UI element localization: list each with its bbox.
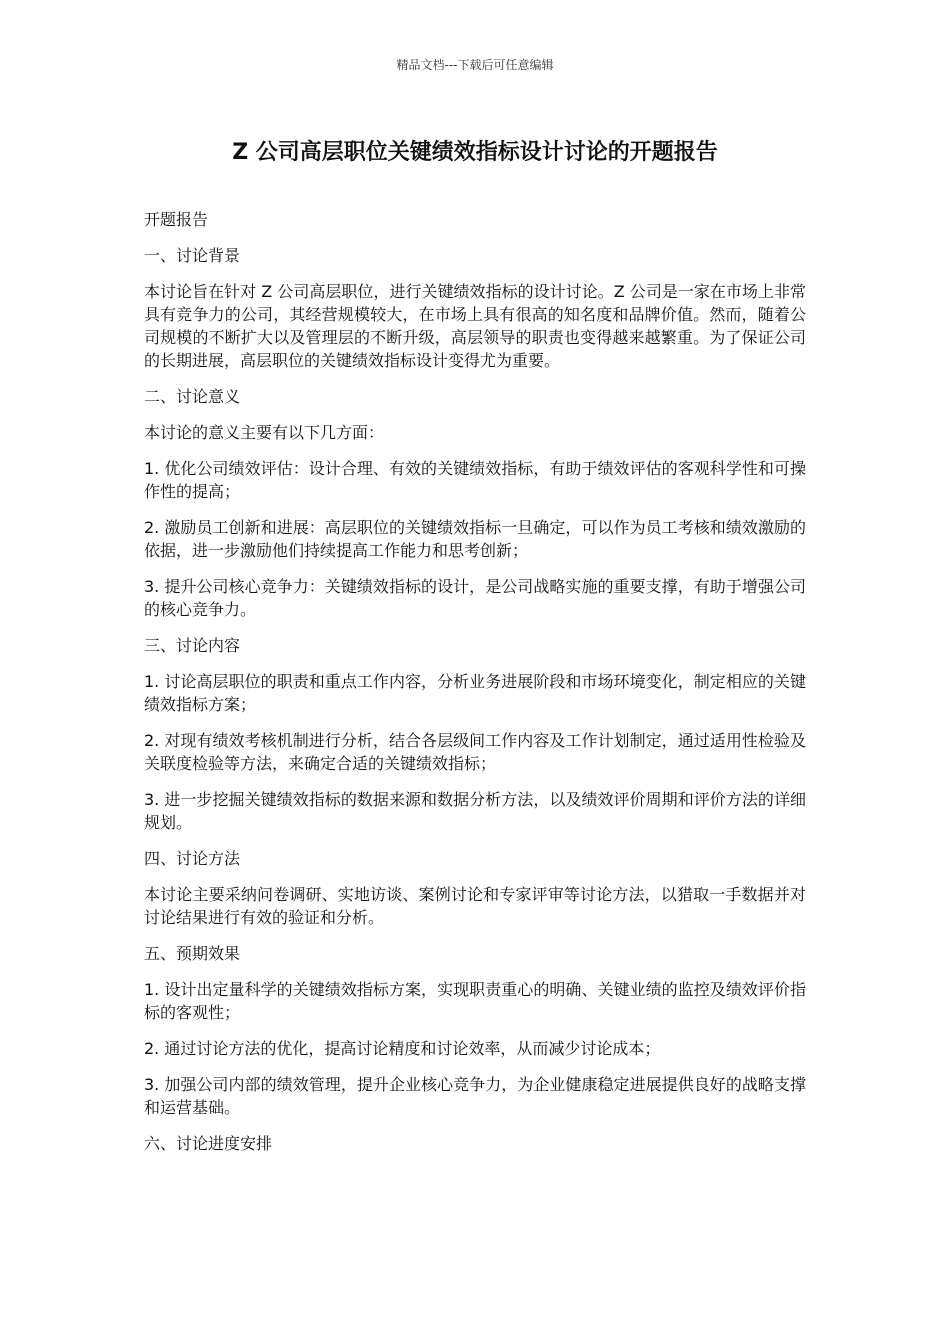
- paragraph-report-label: 开题报告: [144, 210, 209, 229]
- document-title: Z 公司高层职位关键绩效指标设计讨论的开题报告: [232, 140, 718, 165]
- section-heading-schedule: 六、讨论进度安排: [144, 1134, 273, 1153]
- section-heading-methods: 四、讨论方法: [144, 849, 241, 868]
- document-body: [144, 208, 806, 1168]
- list-item-significance-1: 1. 优化公司绩效评估：设计合理、有效的关键绩效指标，有助于绩效评估的客观科学性和可操作性的提高；: [144, 459, 806, 501]
- section-heading-content: 三、讨论内容: [144, 636, 241, 655]
- section-heading-significance: 二、讨论意义: [144, 387, 241, 406]
- list-item-results-3: 3. 加强公司内部的绩效管理，提升企业核心竞争力，为企业健康稳定进展提供良好的战略支撑和运营基础。: [144, 1075, 806, 1117]
- paragraph-background: 本讨论旨在针对 Z 公司高层职位，进行关键绩效指标的设计讨论。Z 公司是一家在市场上非常具有竞争力的公司，其经营规模较大，在市场上具有很高的知名度和品牌价值。然而，随着公司规模的不断扩大以及管理层的不断升级，高层领导的职责也变得越来越繁重。为了保证公司的长期进展，高层职位的关键绩效指标设计变得尤为重要。: [144, 282, 806, 370]
- section-heading-background: 一、讨论背景: [144, 246, 241, 265]
- list-item-content-3: 3. 进一步挖掘关键绩效指标的数据来源和数据分析方法，以及绩效评价周期和评价方法的详细规划。: [144, 790, 806, 832]
- page-header-note: 精品文档---下载后可任意编辑: [396, 58, 554, 72]
- paragraph-methods: 本讨论主要采纳问卷调研、实地访谈、案例讨论和专家评审等讨论方法，以猎取一手数据并对讨论结果进行有效的验证和分析。: [144, 885, 806, 927]
- list-item-content-1: 1. 讨论高层职位的职责和重点工作内容，分析业务进展阶段和市场环境变化，制定相应的关键绩效指标方案；: [144, 672, 806, 714]
- paragraph-significance-intro: 本讨论的意义主要有以下几方面：: [144, 423, 385, 442]
- list-item-results-2: 2. 通过讨论方法的优化，提高讨论精度和讨论效率，从而减少讨论成本；: [144, 1039, 661, 1058]
- list-item-results-1: 1. 设计出定量科学的关键绩效指标方案，实现职责重心的明确、关键业绩的监控及绩效评价指标的客观性；: [144, 980, 806, 1022]
- section-heading-expected-results: 五、预期效果: [144, 944, 241, 963]
- list-item-content-2: 2. 对现有绩效考核机制进行分析，结合各层级间工作内容及工作计划制定，通过适用性检验及关联度检验等方法，来确定合适的关键绩效指标；: [144, 731, 806, 773]
- list-item-significance-3: 3. 提升公司核心竞争力：关键绩效指标的设计，是公司战略实施的重要支撑，有助于增强公司的核心竞争力。: [144, 577, 806, 619]
- list-item-significance-2: 2. 激励员工创新和进展：高层职位的关键绩效指标一旦确定，可以作为员工考核和绩效激励的依据，进一步激励他们持续提高工作能力和思考创新；: [144, 518, 806, 560]
